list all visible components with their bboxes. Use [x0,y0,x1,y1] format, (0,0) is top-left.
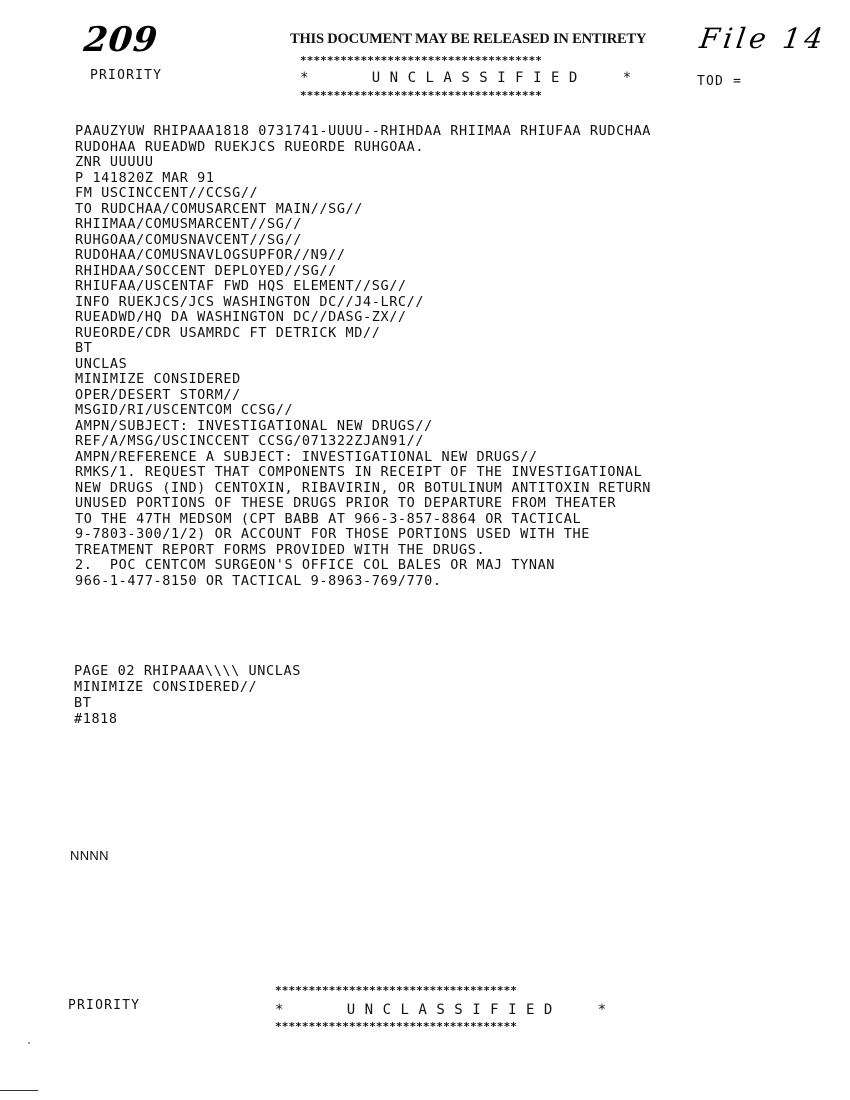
page-two-line: PAGE 02 RHIPAAA\\\\ UNCLAS [74,663,301,679]
priority-label-top: PRIORITY [90,68,163,83]
message-line: OPER/DESERT STORM// [75,386,241,403]
page-two-line: BT [74,695,92,711]
scan-speck [28,1042,30,1044]
message-line: FM USCINCCENT//CCSG// [75,185,259,201]
message-line: REF/A/MSG/USCINCCENT CCSG/071322ZJAN91// [75,433,425,449]
release-notice: THIS DOCUMENT MAY BE RELEASED IN ENTIRETY [290,31,647,47]
page-two-block [74,663,301,727]
message-body [75,123,651,588]
message-line: UNCLAS [75,355,128,372]
classification-banner-top: * UNCLASSIFIED * [300,70,641,86]
message-line: 966-1-477-8150 OR TACTICAL 9-8963-769/770. [75,572,442,589]
message-line: RMKS/1. REQUEST THAT COMPONENTS IN RECEIPT OF THE INVESTIGATIONAL [75,464,643,480]
message-line: RHIUFAA/USCENTAF FWD HQS ELEMENT//SG// [75,278,407,294]
message-line: PAAUZYUW RHIPAAA1818 0731741-UUUU--RHIHDAA RHIIMAA RHIUFAA RUDCHAA [75,123,652,139]
message-line: TO THE 47TH MEDSOM (CPT BABB AT 966-3-857-8864 OR TACTICAL [75,510,582,527]
footer-classification-border-bottom: ************************************ [275,1020,518,1033]
message-line: P 141820Z MAR 91 [75,169,215,186]
end-of-message-marker: NNNN [70,848,109,863]
tod-label: TOD = [697,74,743,89]
message-line: RUEORDE/CDR USAMRDC FT DETRICK MD// [75,324,381,341]
message-line: MSGID/RI/USCENTCOM CCSG// [75,402,294,418]
message-line: 9-7803-300/1/2) OR ACCOUNT FOR THOSE PORTIONS USED WITH THE [75,526,590,542]
message-line: RHIIMAA/COMUSMARCENT//SG// [75,216,302,232]
message-line: RUEADWD/HQ DA WASHINGTON DC//DASG-ZX// [75,309,407,325]
message-line: RUHGOAA/COMUSNAVCENT//SG// [75,231,302,248]
message-line: MINIMIZE CONSIDERED [75,371,241,387]
message-line: 2. POC CENTCOM SURGEON'S OFFICE COL BALES OR MAJ TYNAN [75,557,556,573]
message-line: TREATMENT REPORT FORMS PROVIDED WITH THE DRUGS. [75,541,486,558]
message-line: AMPN/REFERENCE A SUBJECT: INVESTIGATIONAL NEW DRUGS// [75,448,538,465]
page-two-line: MINIMIZE CONSIDERED// [74,679,258,695]
footer-classification-banner: * UNCLASSIFIED * [275,1002,616,1018]
message-line: RUDOHAA RUEADWD RUEKJCS RUEORDE RUHGOAA. [75,138,425,155]
classification-border-bottom: ************************************ [300,89,543,102]
message-line: ZNR UUUUU [75,154,154,170]
scan-edge-mark [0,1090,38,1091]
footer-classification-border-top: ************************************ [275,984,518,997]
priority-label-bottom: PRIORITY [68,998,141,1013]
message-line: NEW DRUGS (IND) CENTOXIN, RIBAVIRIN, OR BOTULINUM ANTITOXIN RETURN [75,479,652,496]
message-line: RUDOHAA/COMUSNAVLOGSUPFOR//N9// [75,247,346,263]
message-line: TO RUDCHAA/COMUSARCENT MAIN//SG// [75,200,364,217]
classification-border-top: ************************************ [300,54,543,67]
handwritten-file-note: File 14 [697,22,829,55]
message-line: UNUSED PORTIONS OF THESE DRUGS PRIOR TO DEPARTURE FROM THEATER [75,495,617,511]
message-line: AMPN/SUBJECT: INVESTIGATIONAL NEW DRUGS// [75,417,433,434]
message-line: INFO RUEKJCS/JCS WASHINGTON DC//J4-LRC// [75,293,425,310]
message-line: BT [75,340,93,356]
page-two-line: #1818 [74,711,118,727]
message-line: RHIHDAA/SOCCENT DEPLOYED//SG// [75,262,337,279]
handwritten-page-number: 209 [81,20,161,60]
